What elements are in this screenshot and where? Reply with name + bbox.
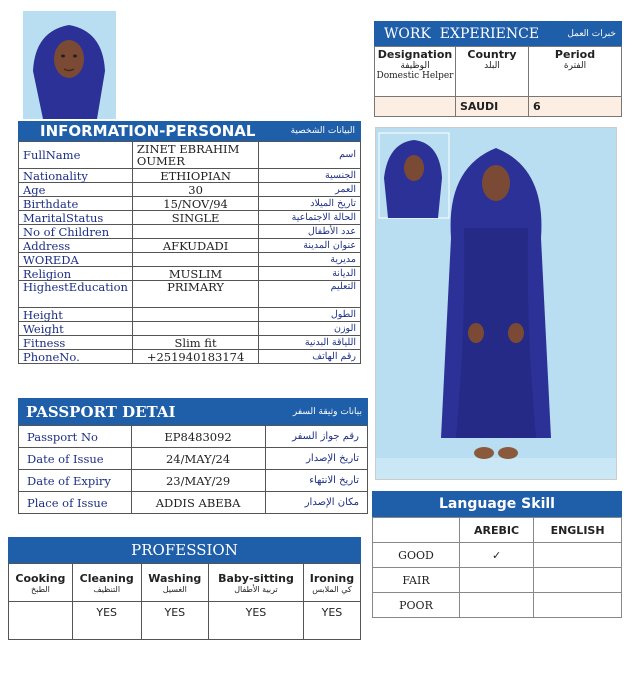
personal-label-ar: تاريخ الميلاد (259, 197, 361, 211)
personal-table (18, 141, 361, 364)
work-designation-value (375, 97, 456, 117)
personal-row (19, 239, 361, 253)
personal-row (19, 350, 361, 364)
personal-value: PRIMARY (132, 281, 258, 308)
language-row (373, 568, 622, 593)
personal-row (19, 183, 361, 197)
personal-row (19, 169, 361, 183)
personal-value: 30 (132, 183, 258, 197)
personal-label: Weight (19, 322, 133, 336)
personal-label: Birthdate (19, 197, 133, 211)
passport-label-ar: رقم جواز السفر (265, 426, 367, 448)
work-title: WORK EXPERIENCE (384, 25, 540, 42)
personal-label: No of Children (19, 225, 133, 239)
personal-row (19, 267, 361, 281)
personal-label-ar: اسم (259, 142, 361, 169)
profession-column-header: Baby-sitting تربية الأطفال (209, 564, 304, 602)
personal-info-section (18, 121, 361, 364)
profession-section (8, 537, 361, 640)
language-arabic-value (460, 568, 534, 593)
personal-value (132, 322, 258, 336)
work-table (374, 46, 622, 117)
personal-value: Slim fit (132, 336, 258, 350)
personal-row (19, 281, 361, 308)
personal-row (19, 211, 361, 225)
personal-row (19, 225, 361, 239)
passport-row (19, 448, 368, 470)
passport-table (18, 425, 368, 514)
personal-value: AFKUDADI (132, 239, 258, 253)
personal-label: Age (19, 183, 133, 197)
passport-row (19, 492, 368, 514)
passport-title-ar: بيانات وثيقة السفر (292, 406, 362, 417)
work-experience-section (374, 21, 622, 117)
language-level: GOOD (373, 543, 460, 568)
personal-label: Nationality (19, 169, 133, 183)
personal-row (19, 197, 361, 211)
personal-label-ar: التعليم (259, 281, 361, 308)
profession-value (9, 602, 73, 640)
profession-value: YES (72, 602, 141, 640)
personal-label: Height (19, 308, 133, 322)
period-header: Period الفترة (529, 47, 622, 97)
passport-label: Passport No (19, 426, 132, 448)
personal-label: PhoneNo. (19, 350, 133, 364)
passport-label: Date of Expiry (19, 470, 132, 492)
passport-label-ar: تاريخ الانتهاء (265, 470, 367, 492)
language-arabic-value (460, 593, 534, 618)
personal-value: ETHIOPIAN (132, 169, 258, 183)
full-body-photo (375, 127, 617, 480)
language-corner (373, 518, 460, 543)
personal-label-ar: العمر (259, 183, 361, 197)
personal-label-ar: الطول (259, 308, 361, 322)
profession-title: PROFESSION (131, 541, 238, 559)
language-english-value (534, 593, 622, 618)
personal-row (19, 253, 361, 267)
personal-label: MaritalStatus (19, 211, 133, 225)
personal-label-ar: رقم الهاتف (259, 350, 361, 364)
passport-value: ADDIS ABEBA (131, 492, 265, 514)
passport-row (19, 426, 368, 448)
passport-row (19, 470, 368, 492)
personal-label-ar: الوزن (259, 322, 361, 336)
passport-label: Date of Issue (19, 448, 132, 470)
language-title: Language Skill (439, 496, 555, 512)
personal-label-ar: عدد الأطفال (259, 225, 361, 239)
work-country-value: SAUDI (456, 97, 529, 117)
language-column-header: AREBIC (460, 518, 534, 543)
personal-row (19, 308, 361, 322)
personal-label-ar: عنوان المدينة (259, 239, 361, 253)
passport-value: 24/MAY/24 (131, 448, 265, 470)
personal-label-ar: مديرية (259, 253, 361, 267)
language-english-value (534, 568, 622, 593)
profession-value: YES (209, 602, 304, 640)
personal-label: HighestEducation (19, 281, 133, 308)
personal-value: MUSLIM (132, 267, 258, 281)
profession-value: YES (141, 602, 209, 640)
personal-row (19, 322, 361, 336)
personal-value (132, 253, 258, 267)
profession-column-header: Ironing كي الملابس (303, 564, 360, 602)
portrait-photo (23, 11, 116, 119)
personal-label: Religion (19, 267, 133, 281)
language-english-value (534, 543, 622, 568)
profession-column-header: Cleaning التنظيف (72, 564, 141, 602)
personal-value: 15/NOV/94 (132, 197, 258, 211)
profession-table (8, 563, 361, 640)
personal-label: WOREDA (19, 253, 133, 267)
personal-label: Fitness (19, 336, 133, 350)
passport-label-ar: مكان الإصدار (265, 492, 367, 514)
language-row (373, 593, 622, 618)
personal-row (19, 336, 361, 350)
passport-value: 23/MAY/29 (131, 470, 265, 492)
personal-value: SINGLE (132, 211, 258, 225)
personal-label-ar: الديانة (259, 267, 361, 281)
personal-label: Address (19, 239, 133, 253)
personal-value (132, 308, 258, 322)
personal-title: INFORMATION-PERSONAL (40, 122, 256, 140)
personal-label-ar: الحالة الاجتماعية (259, 211, 361, 225)
language-level: FAIR (373, 568, 460, 593)
passport-value: EP8483092 (131, 426, 265, 448)
personal-title-ar: البيانات الشخصية (290, 126, 355, 136)
passport-label-ar: تاريخ الإصدار (265, 448, 367, 470)
language-table (372, 517, 622, 618)
personal-label-ar: اللياقة البدنية (259, 336, 361, 350)
profession-value: YES (303, 602, 360, 640)
designation-header: Designation الوظيفة Domestic Helper (375, 47, 456, 97)
passport-section (18, 398, 368, 514)
language-column-header: ENGLISH (534, 518, 622, 543)
profession-column-header: Washing الغسيل (141, 564, 209, 602)
work-title-ar: خبرات العمل (567, 28, 616, 39)
personal-value: ZINET EBRAHIM OUMER (132, 142, 258, 169)
profession-column-header: Cooking الطبخ (9, 564, 73, 602)
personal-value (132, 225, 258, 239)
language-row (373, 543, 622, 568)
passport-title: PASSPORT DETAI (26, 402, 176, 421)
language-skill-section (372, 491, 622, 618)
language-arabic-value: ✓ (460, 543, 534, 568)
personal-row (19, 142, 361, 169)
language-level: POOR (373, 593, 460, 618)
work-period-value: 6 (529, 97, 622, 117)
passport-label: Place of Issue (19, 492, 132, 514)
country-header: Country البلد (456, 47, 529, 97)
personal-value: +251940183174 (132, 350, 258, 364)
personal-label: FullName (19, 142, 133, 169)
personal-label-ar: الجنسية (259, 169, 361, 183)
